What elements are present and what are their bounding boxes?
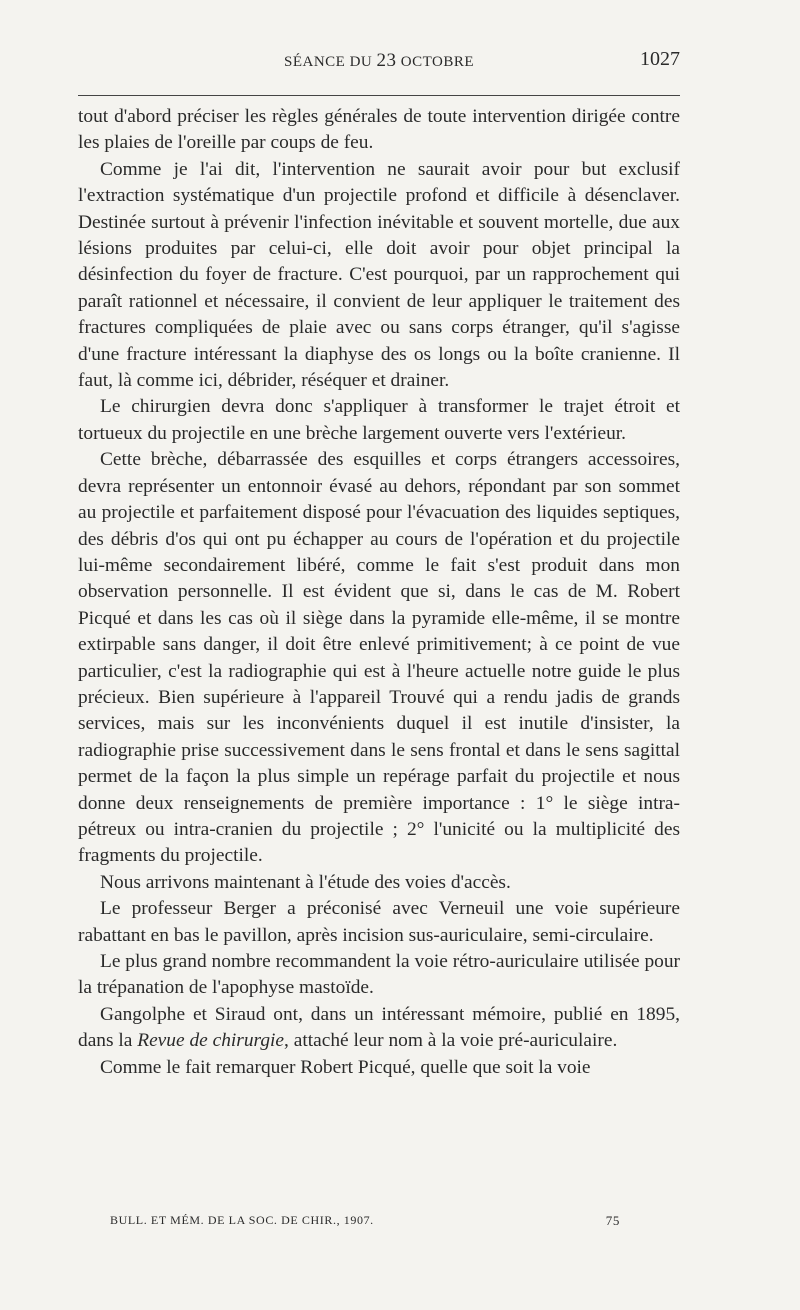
running-title-month: OCTOBRE (396, 54, 474, 70)
paragraph (78, 1055, 680, 1081)
paragraph (78, 157, 680, 395)
paragraph-text: Le plus grand nombre recommandent la voie rétro-auriculaire utilisée pour la trépanation de l'apophyse mastoïde. (78, 951, 680, 999)
running-title (78, 50, 680, 72)
paragraph (78, 1002, 680, 1055)
running-title-start: SÉANCE DU (284, 54, 377, 70)
running-title-day: 23 (376, 50, 397, 71)
paragraph-text: Gangolphe et Siraud ont, dans un intéressant mémoire, publié en 1895, dans la (78, 1003, 680, 1052)
paragraph (78, 896, 680, 949)
page-header (78, 50, 680, 80)
paragraph-text: Nous arrivons maintenant à l'étude des voies d'accès. (100, 871, 511, 893)
page-number: 1027 (640, 48, 680, 70)
italic-title: Revue de chirurgie (137, 1030, 285, 1052)
signature-mark: 75 (605, 1213, 620, 1228)
paragraph-text: Comme je l'ai dit, l'intervention ne saurait avoir pour but exclusif l'extraction systématique d'un projectile profond et difficile à désenclaver. Destinée surtout à prévenir l'infection inévitable et souvent mortelle, due aux lésions produites par celui-ci, elle doit avoir pour objet principal la désinfection du foyer de fracture. C'est pourquoi, par un rapprochement qui paraît rationnel et nécessaire, il convient de leur appliquer le traitement des fractures compliquées de plaie avec ou sans corps étranger, qu'il s'agisse d'une fracture intéressant la diaphyse des os longs ou la boîte cranienne. Il faut, là comme ici, débrider, réséquer et drainer. (78, 158, 680, 392)
paragraph (78, 949, 680, 1002)
paragraph-text: Le professeur Berger a préconisé avec Verneuil une voie supérieure rabattant en bas le pavillon, après incision sus-auriculaire, semi-circulaire. (78, 898, 680, 946)
paragraph (78, 104, 680, 157)
journal-reference: BULL. ET MÉM. DE LA SOC. DE CHIR., 1907. (110, 1213, 374, 1227)
paragraph-text: , attaché leur nom à la voie pré-auriculaire. (284, 1030, 618, 1052)
header-rule (78, 95, 680, 96)
paragraph (78, 447, 680, 870)
body-text (78, 104, 680, 1081)
paragraph-text: tout d'abord préciser les règles générales de toute intervention dirigée contre les plaies de l'oreille par coups de feu. (78, 106, 680, 154)
page-footer (110, 1213, 620, 1228)
paragraph (78, 870, 680, 896)
paragraph-text: Comme le fait remarquer Robert Picqué, quelle que soit la voie (100, 1056, 591, 1078)
paragraph-text: Cette brèche, débarrassée des esquilles et corps étrangers accessoires, devra représenter un entonnoir évasé au dehors, répondant par son sommet au projectile et parfaitement disposé pour l'évacuation des liquides septiques, des débris d'os qui ont pu échapper au cours de l'opération et du projectile lui-même secondairement libéré, comme le fait s'est produit dans mon observation personnelle. Il est évident que si, dans le cas de M. Robert Picqué et dans les cas où il siège dans la pyramide elle-même, il se montre extirpable sans danger, il doit être enlevé primitivement; à ce point de vue particulier, c'est la radiographie qui est à l'heure actuelle notre guide le plus précieux. Bien supérieure à l'appareil Trouvé qui a rendu jadis de grands services, mais sur les inconvénients duquel il est inutile d'insister, la radiographie prise successivement dans le sens frontal et dans le sens sagittal permet de la façon la plus simple un repérage parfait du projectile et nous donne deux renseignements de première importance : 1° le siège intra-pétreux ou intra-cranien du projectile ; 2° l'unicité ou la multiplicité des fragments du projectile. (78, 449, 680, 867)
paragraph-text: Le chirurgien devra donc s'appliquer à transformer le trajet étroit et tortueux du projectile en une brèche largement ouverte vers l'extérieur. (78, 396, 680, 444)
paragraph (78, 394, 680, 447)
